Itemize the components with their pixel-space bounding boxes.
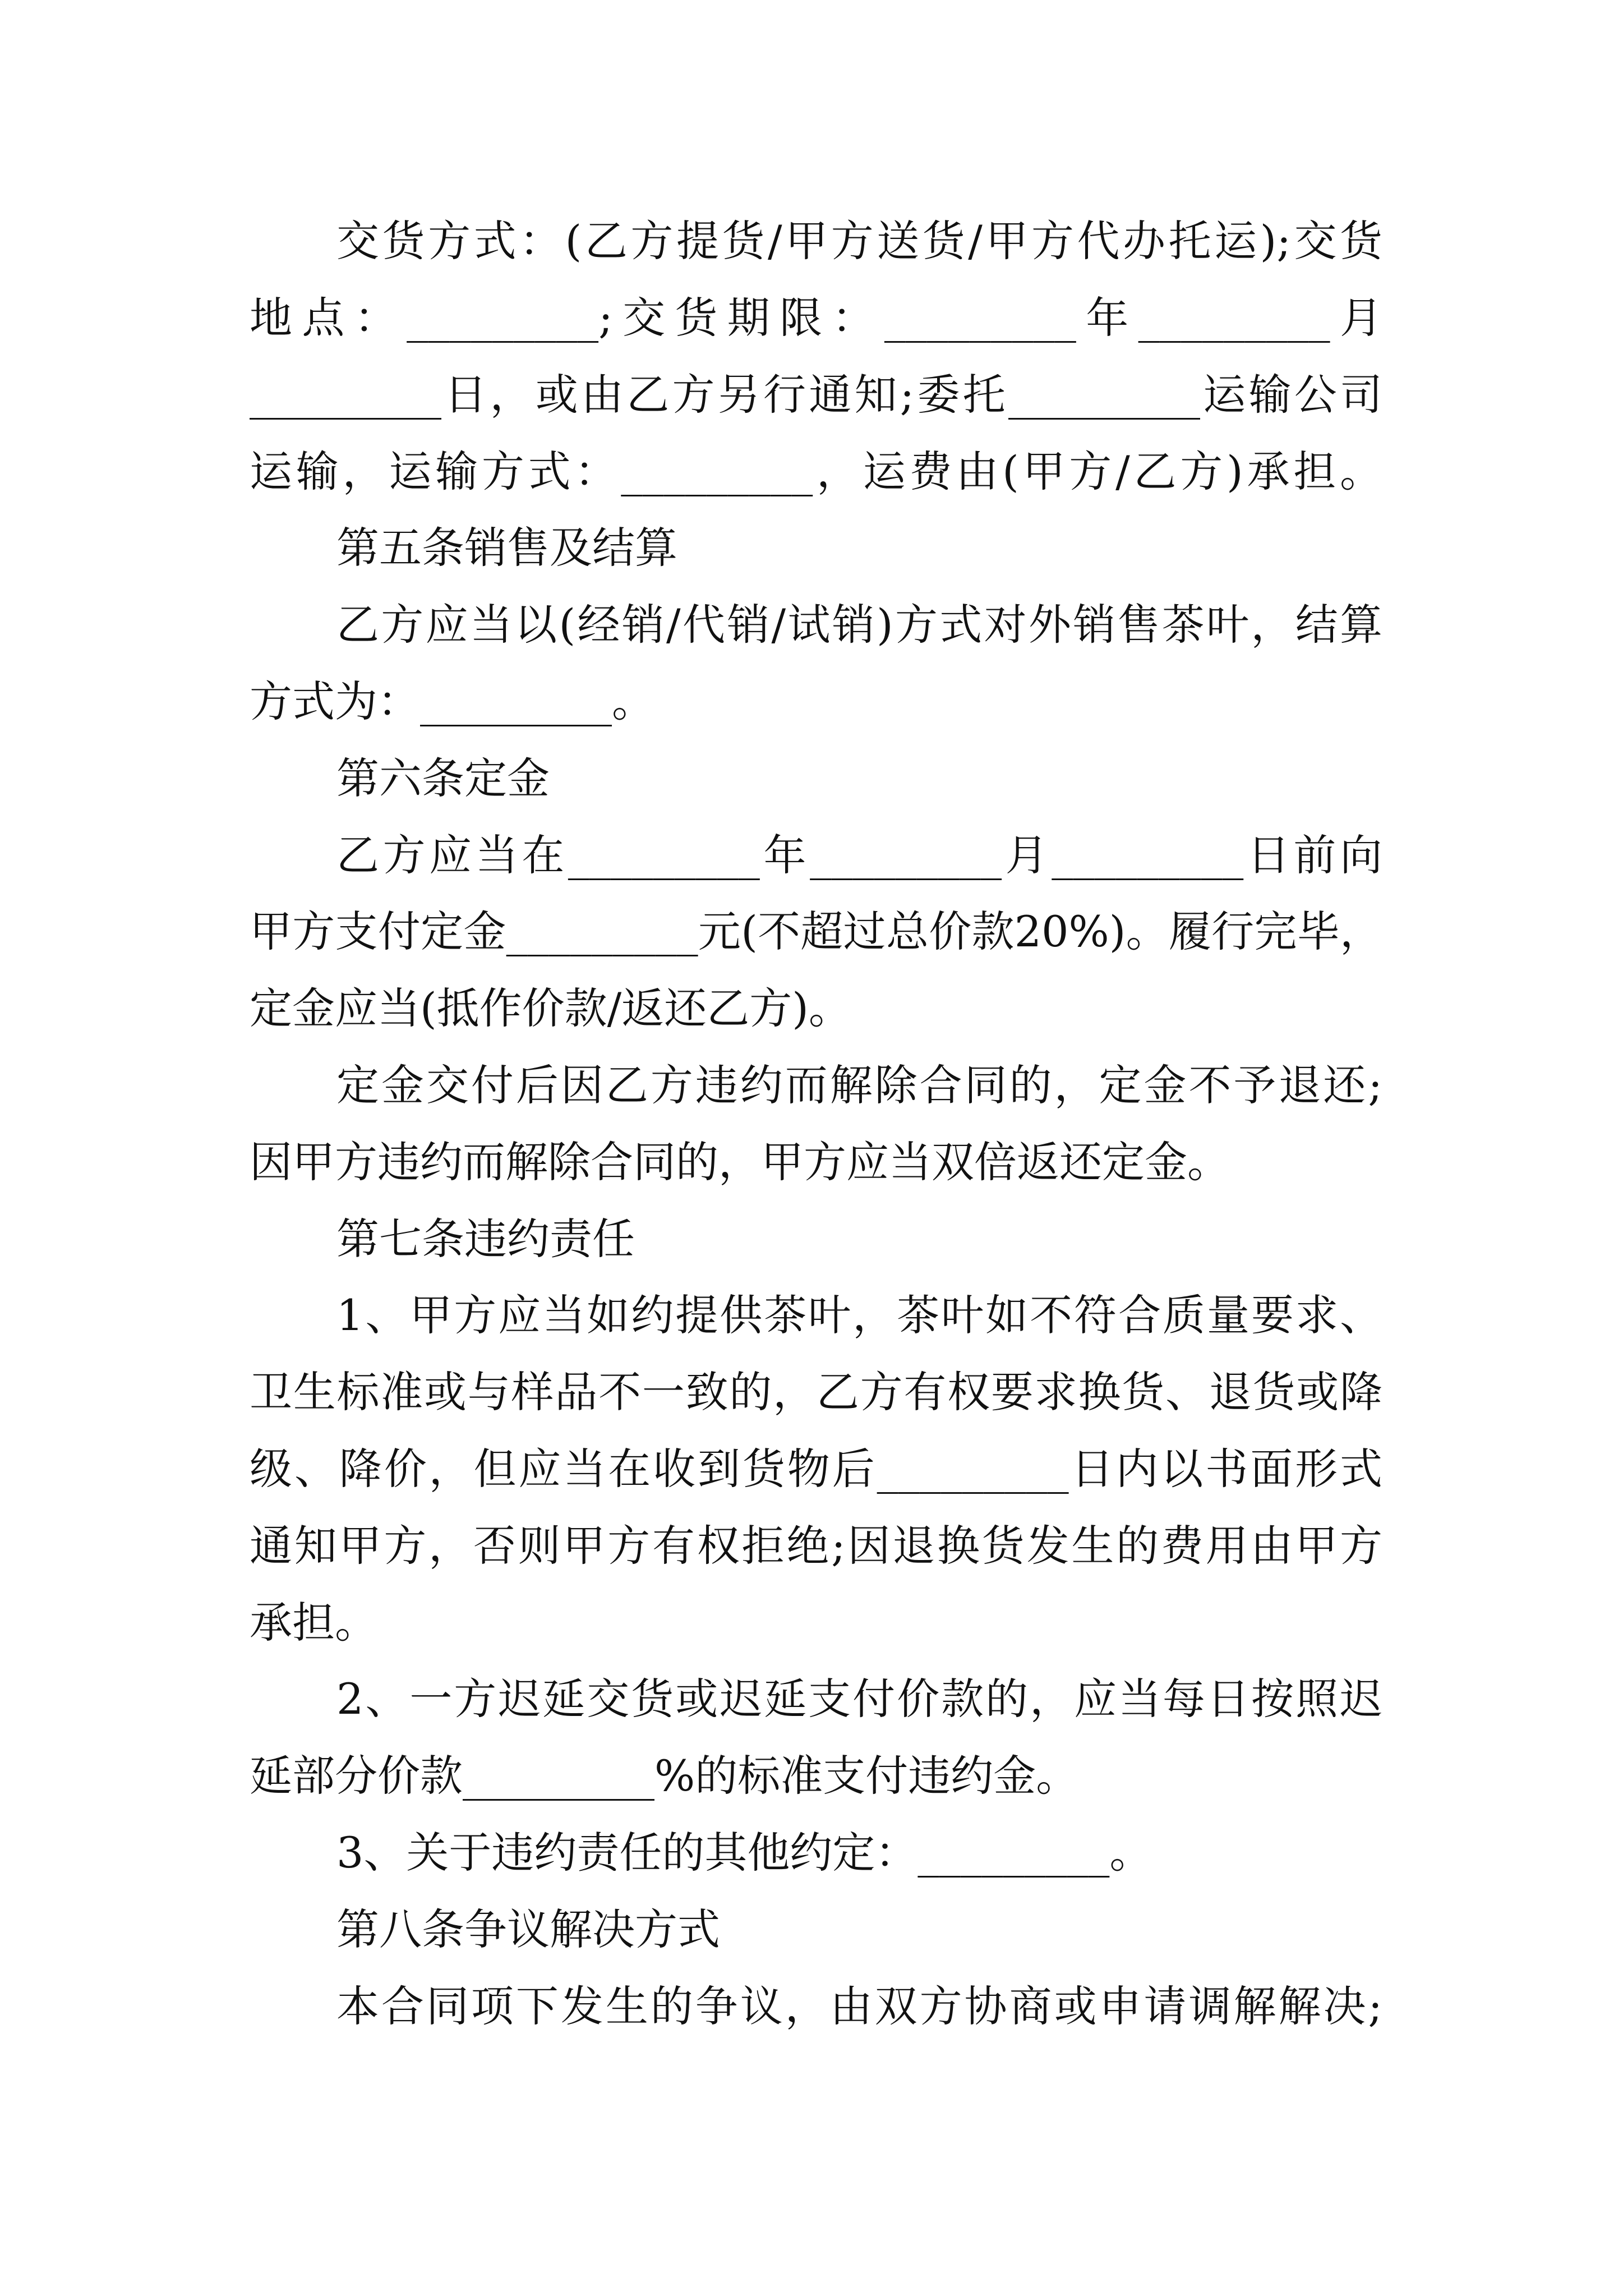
- text-line: 乙方应当在_________年_________月_________日前向: [336, 830, 1382, 880]
- text-line: 2、一方迟延交货或迟延支付价款的，应当每日按照迟: [336, 1674, 1382, 1724]
- section-heading: 第五条销售及结算: [336, 523, 677, 573]
- text-line: 运输，运输方式：_________，运费由(甲方/乙方)承担。: [250, 447, 1382, 496]
- text-line: 延部分价款_________%的标准支付违约金。: [250, 1751, 1079, 1801]
- text-line: _________日，或由乙方另行通知;委托_________运输公司: [250, 370, 1382, 420]
- text-line: 交货方式：(乙方提货/甲方送货/甲方代办托运);交货: [336, 216, 1382, 266]
- text-line: 卫生标准或与样品不一致的，乙方有权要求换货、退货或降: [250, 1367, 1382, 1417]
- text-line: 通知甲方，否则甲方有权拒绝;因退换货发生的费用由甲方: [250, 1521, 1382, 1571]
- text-line: 因甲方违约而解除合同的，甲方应当双倍返还定金。: [250, 1137, 1230, 1187]
- text-line: 地点：_________;交货期限：_________年_________月: [250, 293, 1382, 343]
- text-line: 定金应当(抵作价款/返还乙方)。: [250, 983, 851, 1033]
- text-line: 本合同项下发生的争议，由双方协商或申请调解解决;: [336, 1981, 1382, 2031]
- text-line: 定金交付后因乙方违约而解除合同的，定金不予退还;: [336, 1060, 1382, 1110]
- text-line: 3、关于违约责任的其他约定：_________。: [336, 1828, 1152, 1878]
- text-line: 方式为：_________。: [250, 677, 654, 726]
- text-line: 乙方应当以(经销/代销/试销)方式对外销售茶叶，结算: [336, 600, 1382, 650]
- section-heading: 第七条违约责任: [336, 1214, 635, 1264]
- text-line: 1、甲方应当如约提供茶叶，茶叶如不符合质量要求、: [336, 1290, 1382, 1340]
- text-line: 甲方支付定金_________元(不超过总价款20%)。履行完毕，: [250, 907, 1382, 956]
- section-heading: 第六条定金: [336, 753, 550, 803]
- text-line: 级、降价，但应当在收到货物后_________日内以书面形式: [250, 1444, 1382, 1494]
- section-heading: 第八条争议解决方式: [336, 1904, 720, 1954]
- text-line: 承担。: [250, 1598, 377, 1648]
